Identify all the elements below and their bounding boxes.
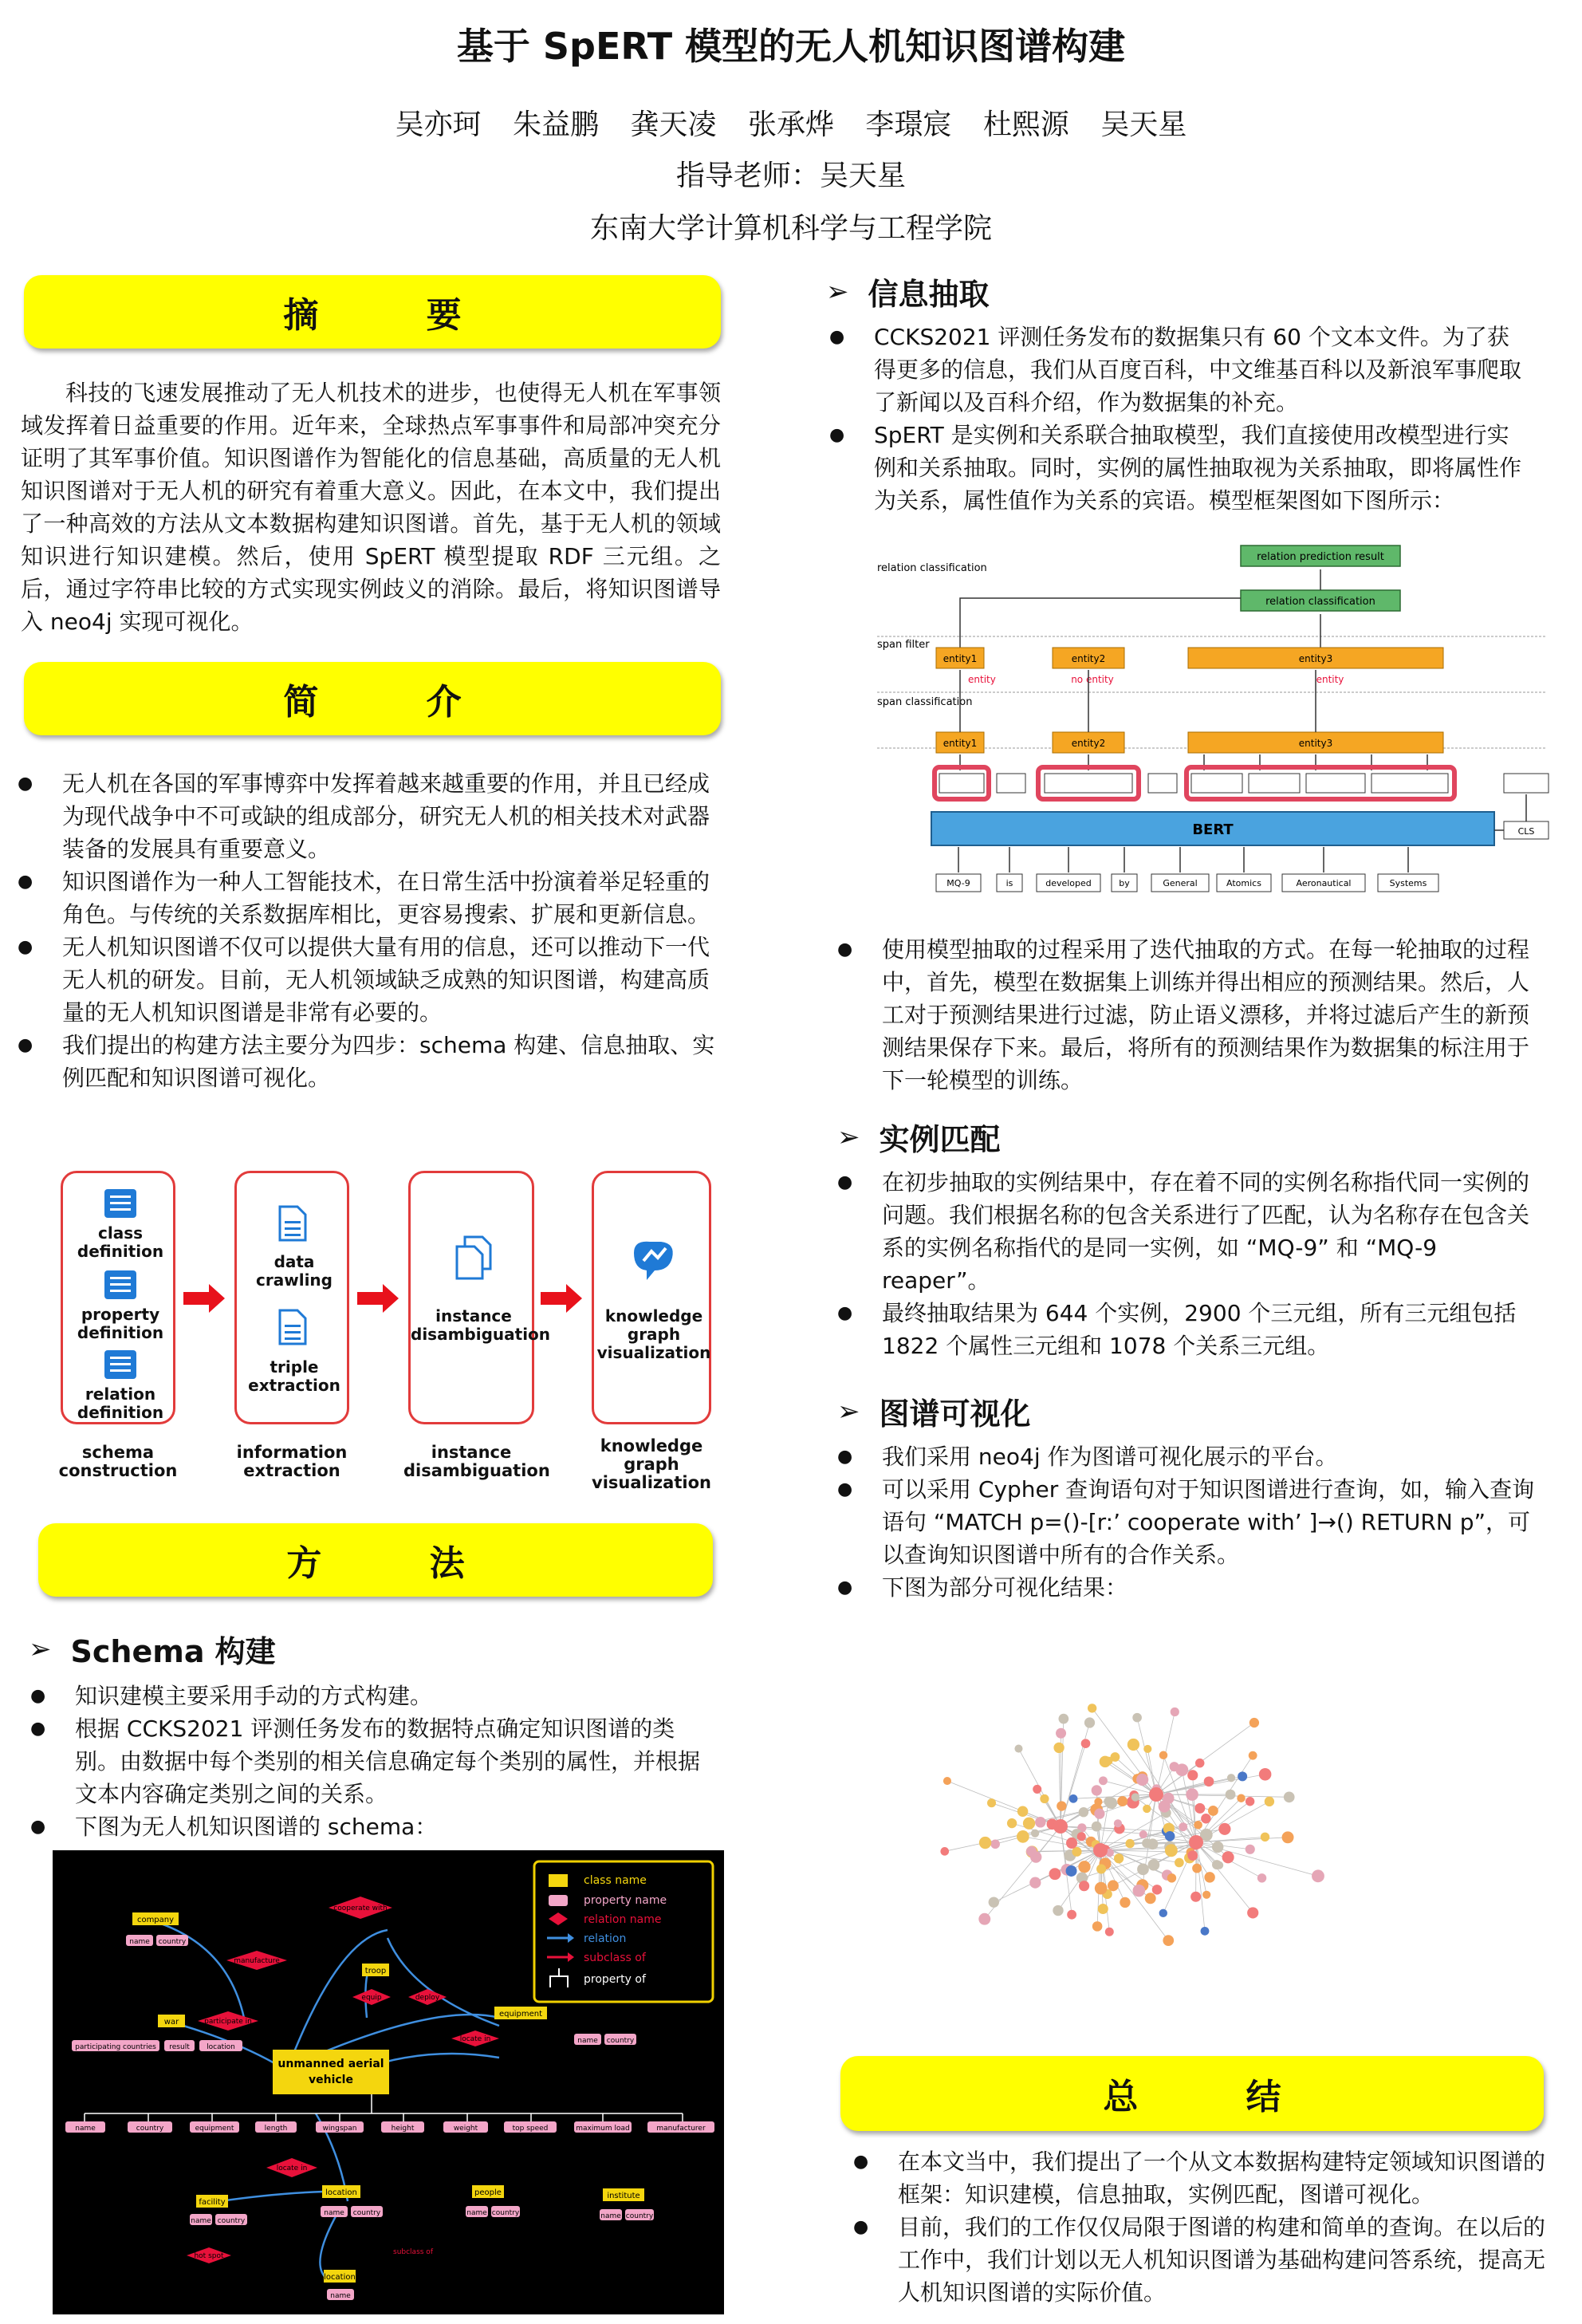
- svg-text:equipment: equipment: [498, 2010, 543, 2019]
- svg-text:country: country: [625, 2212, 654, 2220]
- graph-node: [1066, 1865, 1077, 1877]
- svg-text:deploy: deploy: [415, 1994, 440, 2002]
- svg-text:length: length: [264, 2125, 288, 2133]
- graph-node: [1007, 1818, 1017, 1828]
- graph-node: [1079, 1881, 1089, 1891]
- summary-bullet: ● 在本文当中，我们提出了一个从文本数据构建特定领域知识图谱的框架：知识建模，信息抽取，实例匹配，图谱可视化。: [853, 2145, 1555, 2211]
- graph-node: [1249, 1718, 1259, 1727]
- matching-bullets: [837, 1166, 1539, 1362]
- summary-heading: 总 结: [1103, 2077, 1329, 2117]
- svg-text:name: name: [324, 2209, 344, 2217]
- svg-text:top speed: top speed: [512, 2125, 549, 2133]
- chevron-right-icon: ➢: [29, 1633, 52, 1665]
- graph-node: [1152, 1885, 1162, 1894]
- extraction-bullet: ● SpERT 是实例和关系联合抽取模型，我们直接使用改模型进行实例和关系抽取。同时，实例的属性抽取视为关系抽取，即将属性作为关系，属性值作为关系的宾语。模型框架图如下图所示：: [829, 419, 1531, 517]
- graph-node: [1187, 1770, 1198, 1780]
- graph-node: [1212, 1860, 1222, 1869]
- kg-visualization-image: [917, 1611, 1395, 2026]
- extraction-section-title: [826, 270, 990, 313]
- graph-node: [1040, 1794, 1049, 1803]
- graph-node: [1098, 1904, 1108, 1914]
- visual-section-title: [837, 1389, 1031, 1433]
- graph-node: [1284, 1791, 1295, 1802]
- graph-node: [1114, 1819, 1122, 1827]
- svg-text:name: name: [191, 2217, 211, 2225]
- svg-text:entity1: entity1: [943, 738, 978, 749]
- list-icon: [103, 1188, 138, 1219]
- intro-bullet: ● 知识图谱作为一种人工智能技术，在日常生活中扮演着举足轻重的角色。与传统的关系数据库相比，更容易搜索、扩展和更新信息。: [18, 865, 719, 931]
- graph-node: [1092, 1785, 1102, 1795]
- extraction-bullets-2: [837, 933, 1539, 1097]
- graph-node: [1159, 1751, 1168, 1760]
- matching-section-title: [837, 1115, 1001, 1159]
- relation-definition-label: relation definition: [77, 1385, 164, 1422]
- graph-hub-node: [1189, 1835, 1203, 1849]
- property-definition-label: property definition: [77, 1305, 164, 1342]
- graph-node: [1056, 1728, 1066, 1739]
- matching-bullet: ● 最终抽取结果为 644 个实例，2900 个三元组，所有三元组包括 1822 个属性三元组和 1078 个关系三元组。: [837, 1297, 1539, 1362]
- list-icon: [103, 1349, 138, 1381]
- chevron-right-icon: ➢: [837, 1121, 860, 1153]
- visual-bullet: ● 可以采用 Cypher 查询语句对于知识图谱进行查询，如，输入查询语句 “MATCH p=()-[r:’ cooperate with’ ]→() RETURN p”，可以查询知识图谱中所有的合作关系。: [837, 1473, 1539, 1571]
- svg-text:country: country: [352, 2209, 381, 2217]
- graph-node: [1202, 1891, 1210, 1899]
- graph-node: [1095, 1882, 1108, 1895]
- svg-text:war: war: [163, 2018, 179, 2027]
- kg-visualization-label: knowledge graph visualization: [596, 1306, 711, 1362]
- graph-node: [1222, 1851, 1234, 1863]
- graph-node: [987, 1798, 996, 1807]
- poster-title: 基于 SpERT 模型的无人机知识图谱构建: [456, 25, 1126, 68]
- graph-node: [1175, 1763, 1188, 1776]
- summary-banner: [840, 2056, 1544, 2131]
- svg-text:vehicle: vehicle: [309, 2074, 353, 2086]
- graph-node: [1035, 1817, 1046, 1828]
- graph-node: [1165, 1831, 1175, 1841]
- pipeline-figure: [56, 1171, 718, 1506]
- graph-node: [1261, 1833, 1269, 1841]
- svg-text:cooperate with: cooperate with: [333, 1904, 388, 1912]
- list-icon: [103, 1269, 138, 1301]
- svg-text:developed: developed: [1045, 878, 1092, 888]
- arrow-right-icon: [357, 1282, 400, 1314]
- document-icon: [277, 1309, 309, 1345]
- svg-text:General: General: [1163, 878, 1198, 888]
- graph-node: [1092, 1921, 1103, 1932]
- visual-heading: 图谱可视化: [879, 1396, 1031, 1432]
- graph-node: [1143, 1745, 1151, 1753]
- graph-node: [1159, 1909, 1167, 1917]
- svg-text:entity3: entity3: [1298, 738, 1333, 749]
- caption-disambiguation: instance disambiguation: [403, 1443, 550, 1480]
- svg-text:location: location: [207, 2043, 235, 2051]
- summary-bullet: ● 目前，我们的工作仅仅局限于图谱的构建和简单的查询。在以后的工作中，我们计划以无人机知识图谱为基础构建问答系统，提高无人机知识图谱的实际价值。: [853, 2211, 1555, 2309]
- graph-node: [1190, 1892, 1201, 1902]
- graph-node: [1049, 1868, 1061, 1880]
- intro-bullet: ● 无人机知识图谱不仅可以提供大量有用的信息，还可以推动下一代无人机的研发。目前，无人机领域缺乏成熟的知识图谱，构建高质量的无人机知识图谱是非常有必要的。: [18, 931, 719, 1029]
- graph-node: [1108, 1880, 1119, 1891]
- graph-node: [1114, 1853, 1124, 1863]
- graph-node: [1026, 1846, 1037, 1857]
- graph-node: [1249, 1751, 1257, 1760]
- extraction-bullets: [829, 321, 1531, 517]
- svg-text:CLS: CLS: [1517, 826, 1535, 837]
- graph-node: [1212, 1841, 1224, 1853]
- svg-text:relation classification: relation classification: [1265, 596, 1375, 608]
- graph-node: [1282, 1831, 1294, 1843]
- schema-bullets: [30, 1680, 716, 1843]
- graph-node: [1246, 1845, 1255, 1854]
- graph-node: [1136, 1774, 1148, 1786]
- svg-text:entity3: entity3: [1298, 653, 1333, 664]
- graph-node: [989, 1897, 999, 1907]
- triple-extraction-label: triple extraction: [248, 1357, 340, 1395]
- graph-node: [1084, 1717, 1095, 1727]
- graph-node: [1120, 1897, 1130, 1908]
- graph-node: [1023, 1818, 1035, 1830]
- graph-node: [1131, 1793, 1139, 1801]
- graph-node: [1133, 1885, 1146, 1897]
- caption-visualization: knowledge graph visualization: [592, 1436, 711, 1492]
- svg-text:no entity: no entity: [1071, 674, 1114, 685]
- graph-node: [1148, 1859, 1160, 1871]
- graph-node: [1143, 1805, 1151, 1813]
- center-class-label: unmanned aerial: [277, 2058, 384, 2070]
- graph-node: [1163, 1793, 1174, 1804]
- graph-node: [1014, 1745, 1022, 1753]
- graph-node: [1204, 1776, 1214, 1786]
- graph-node: [940, 1847, 949, 1856]
- graph-node: [1111, 1752, 1120, 1762]
- graph-node: [1186, 1788, 1198, 1801]
- svg-text:subclass of: subclass of: [393, 2248, 433, 2256]
- legend-text: property of: [584, 1973, 646, 1986]
- graph-node: [1175, 1858, 1184, 1868]
- graph-node: [1145, 1893, 1156, 1904]
- summary-bullets: [853, 2145, 1555, 2309]
- schema-bullet: ● 知识建模主要采用手动的方式构建。: [30, 1680, 716, 1712]
- svg-text:entity1: entity1: [943, 653, 978, 664]
- intro-banner: [24, 662, 721, 735]
- graph-node: [1218, 1823, 1230, 1835]
- legend-text: relation: [584, 1932, 627, 1945]
- visual-bullets: [837, 1440, 1539, 1604]
- graph-node: [1078, 1861, 1090, 1873]
- graph-node: [1201, 1814, 1210, 1823]
- graph-node: [943, 1777, 951, 1785]
- svg-text:equipment: equipment: [195, 2125, 234, 2133]
- chevron-right-icon: ➢: [837, 1395, 860, 1428]
- graph-node: [1057, 1801, 1066, 1810]
- svg-text:Atomics: Atomics: [1226, 878, 1261, 888]
- svg-text:Aeronautical: Aeronautical: [1296, 878, 1352, 888]
- graph-node: [1033, 1785, 1041, 1794]
- graph-node: [1066, 1838, 1077, 1849]
- graph-node: [990, 1839, 1000, 1849]
- svg-text:entity2: entity2: [1071, 653, 1106, 664]
- graph-node: [1088, 1704, 1096, 1712]
- graph-hub-node: [1149, 1787, 1163, 1802]
- graph-hub-node: [1093, 1843, 1108, 1857]
- graph-node: [1247, 1907, 1258, 1918]
- intro-bullet: ● 无人机在各国的军事博弈中发挥着越来越重要的作用，并且已经成为现代战争中不可或缺的组成部分，研究无人机的相关技术对武器装备的发展具有重要意义。: [18, 767, 719, 865]
- graph-node: [1092, 1822, 1102, 1832]
- svg-text:country: country: [136, 2125, 164, 2133]
- matching-heading: 实例匹配: [879, 1122, 1001, 1157]
- svg-text:facility: facility: [199, 2198, 226, 2207]
- method-banner: [38, 1523, 713, 1597]
- instance-disambiguation-label: instance disambiguation: [411, 1306, 551, 1344]
- schema-figure: [53, 1850, 724, 2314]
- spert-left-label: span filter: [877, 639, 930, 651]
- author-list: 吴亦珂 朱益鹏 龚天凌 张承烨 李璟宸 杜熙源 吴天星: [395, 108, 1187, 141]
- svg-text:manufacture: manufacture: [234, 1957, 280, 1965]
- graph-node: [1127, 1739, 1139, 1751]
- data-crawling-label: data crawling: [256, 1252, 333, 1290]
- graph-node: [1226, 1790, 1236, 1800]
- svg-text:wingspan: wingspan: [322, 2125, 357, 2133]
- graph-node: [1099, 1776, 1108, 1785]
- abstract-heading: 摘 要: [283, 295, 510, 336]
- extraction-bullet: ● CCKS2021 评测任务发布的数据集只有 60 个文本文件。为了获得更多的信息，我们从百度百科，中文维基百科以及新浪军事爬取了新闻以及百科介绍，作为数据集的补充。: [829, 321, 1531, 419]
- intro-bullet: ● 我们提出的构建方法主要分为四步：schema 构建、信息抽取、实例匹配和知识图谱可视化。: [18, 1029, 719, 1094]
- chart-bubble-icon: [629, 1237, 680, 1282]
- schema-heading: Schema 构建: [70, 1634, 276, 1669]
- svg-text:hot spot: hot spot: [194, 2252, 224, 2260]
- graph-node: [1187, 1850, 1198, 1861]
- graph-node: [1171, 1708, 1179, 1716]
- svg-text:participate in: participate in: [204, 2018, 252, 2026]
- spert-figure: [869, 542, 1555, 909]
- graph-node: [1201, 1927, 1210, 1936]
- document-icon: [277, 1205, 309, 1242]
- legend-text: relation name: [584, 1913, 662, 1926]
- graph-node: [1192, 1864, 1202, 1873]
- graph-node: [1257, 1873, 1266, 1882]
- graph-node: [1139, 1830, 1147, 1838]
- svg-text:manufacturer: manufacturer: [656, 2125, 706, 2133]
- graph-node: [1094, 1798, 1102, 1806]
- graph-node: [978, 1913, 990, 1925]
- graph-node: [1165, 1844, 1178, 1857]
- visualization-step-box: [592, 1171, 711, 1424]
- svg-text:country: country: [491, 2209, 520, 2217]
- svg-text:by: by: [1119, 878, 1130, 888]
- legend-text: subclass of: [584, 1952, 646, 1964]
- graph-node: [1077, 1832, 1086, 1841]
- graph-node: [1053, 1905, 1063, 1916]
- visual-bullet: ● 下图为部分可视化结果：: [837, 1571, 1539, 1604]
- svg-text:troop: troop: [364, 1967, 387, 1975]
- graph-node: [1029, 1877, 1041, 1889]
- arrow-right-icon: [541, 1282, 584, 1314]
- svg-text:company: company: [136, 1916, 175, 1924]
- svg-text:name: name: [75, 2125, 96, 2133]
- visual-bullet: ● 我们采用 neo4j 作为图谱可视化展示的平台。: [837, 1440, 1539, 1473]
- graph-node: [1096, 1864, 1106, 1873]
- svg-text:locate in: locate in: [459, 2035, 491, 2043]
- svg-text:entity: entity: [968, 674, 996, 685]
- graph-node: [1069, 1794, 1078, 1803]
- method-heading: 方 法: [286, 1543, 513, 1584]
- legend-text: class name: [584, 1874, 647, 1887]
- graph-node: [1237, 1794, 1246, 1802]
- svg-text:weight: weight: [453, 2125, 478, 2133]
- graph-node: [1179, 1822, 1187, 1831]
- graph-node: [1017, 1830, 1029, 1843]
- class-definition-label: class definition: [77, 1223, 164, 1261]
- intro-bullets: [18, 767, 719, 1094]
- svg-text:entity: entity: [1316, 674, 1344, 685]
- svg-text:MQ-9: MQ-9: [946, 878, 970, 888]
- schema-bullet: ● 根据 CCKS2021 评测任务发布的数据特点确定知识图谱的类别。由数据中每个类别的相关信息确定每个类别的属性，并根据文本内容确定类别之间的关系。: [30, 1712, 716, 1810]
- legend-text: property name: [584, 1894, 667, 1907]
- svg-text:name: name: [330, 2292, 351, 2300]
- graph-node: [1194, 1821, 1202, 1830]
- svg-text:result: result: [169, 2043, 190, 2051]
- graph-node: [1208, 1806, 1218, 1816]
- spert-left-label: span classification: [877, 696, 973, 708]
- graph-node: [1194, 1803, 1205, 1814]
- graph-node: [1081, 1739, 1091, 1748]
- svg-text:Systems: Systems: [1389, 878, 1427, 888]
- intro-heading: 简 介: [283, 682, 510, 723]
- graph-node: [1017, 1806, 1029, 1817]
- chevron-right-icon: ➢: [826, 275, 849, 308]
- copy-icon: [454, 1235, 494, 1280]
- graph-node: [1238, 1771, 1247, 1781]
- graph-node: [979, 1837, 991, 1849]
- svg-text:name: name: [600, 2212, 621, 2220]
- abstract-banner: [24, 275, 721, 349]
- svg-text:height: height: [391, 2125, 415, 2133]
- graph-node: [1163, 1935, 1174, 1946]
- caption-schema: schema construction: [58, 1443, 178, 1480]
- graph-node: [1246, 1797, 1254, 1806]
- svg-text:participating countries: participating countries: [75, 2043, 156, 2051]
- spert-left-label: relation classification: [877, 562, 987, 574]
- graph-node: [1105, 1797, 1117, 1809]
- graph-node: [1167, 1873, 1176, 1882]
- graph-node: [1105, 1928, 1114, 1936]
- graph-node: [1312, 1869, 1324, 1882]
- svg-text:relation prediction result: relation prediction result: [1257, 551, 1384, 563]
- schema-step-box: [61, 1171, 175, 1424]
- svg-text:country: country: [217, 2217, 246, 2225]
- svg-text:is: is: [1005, 878, 1013, 888]
- svg-text:name: name: [129, 1938, 150, 1946]
- svg-text:maximum load: maximum load: [576, 2125, 630, 2133]
- svg-text:name: name: [466, 2209, 487, 2217]
- graph-hub-node: [1053, 1819, 1068, 1834]
- svg-text:people: people: [474, 2188, 502, 2197]
- graph-node: [1132, 1713, 1142, 1723]
- matching-bullet: ● 在初步抽取的实例结果中，存在着不同的实例名称指代同一实例的问题。我们根据名称的包含关系进行了匹配，认为名称存在包含关系的实例名称指代的是同一实例，如 “MQ-9” 和 “MQ-9 reaper”。: [837, 1166, 1539, 1297]
- svg-text:location: location: [324, 2273, 356, 2282]
- schema-section-title: [29, 1627, 276, 1671]
- schema-bullet: ● 下图为无人机知识图谱的 schema：: [30, 1810, 716, 1843]
- abstract-text: 科技的飞速发展推动了无人机技术的进步，也使得无人机在军事领域发挥着日益重要的作用。近年来，全球热点军事事件和局部冲突充分证明了其军事价值。知识图谱作为智能化的信息基础，高质量的无人机知识图谱对于无人机的研究有着重大意义。因此，在本文中，我们提出了一种高效的方法从文本数据构建知识图谱。首先，基于无人机的领域知识进行知识建模。然后，使用 SpERT 模型提取 RDF 三元组。之后，通过字符串比较的方式实现实例歧义的消除。最后，将知识图谱导入 neo4j 实现可视化。: [21, 380, 721, 635]
- extraction-step-box: [234, 1171, 349, 1424]
- graph-node: [1227, 1774, 1235, 1782]
- svg-text:country: country: [158, 1938, 187, 1946]
- svg-text:location: location: [325, 2188, 357, 2197]
- svg-text:locate in: locate in: [276, 2164, 308, 2172]
- graph-node: [1067, 1910, 1076, 1920]
- arrow-right-icon: [183, 1282, 226, 1314]
- svg-text:equip: equip: [361, 1994, 382, 2002]
- graph-node: [1137, 1863, 1149, 1875]
- svg-text:name: name: [577, 2037, 598, 2045]
- disambiguation-step-box: [408, 1171, 551, 1424]
- extraction-bullet: ● 使用模型抽取的过程采用了迭代抽取的方式。在每一轮抽取的过程中，首先，模型在数据集上训练并得出相应的预测结果。然后，人工对于预测结果进行过滤，防止语义漂移，并将过滤后产生的新预测结果保存下来。最后，将所有的预测结果作为数据集的标注用于下一轮模型的训练。: [837, 933, 1539, 1097]
- graph-node: [1259, 1768, 1272, 1781]
- graph-node: [1142, 1838, 1151, 1848]
- graph-node: [1204, 1872, 1214, 1882]
- caption-extraction: information extraction: [236, 1443, 348, 1480]
- advisor-line: 指导老师：吴天星: [675, 160, 906, 192]
- extraction-heading: 信息抽取: [868, 277, 990, 312]
- graph-node: [1079, 1807, 1088, 1817]
- svg-text:institute: institute: [607, 2192, 640, 2200]
- graph-node: [1117, 1796, 1127, 1806]
- graph-node: [1265, 1797, 1274, 1806]
- graph-node: [1053, 1743, 1064, 1753]
- school-line: 东南大学计算机科学与工程学院: [589, 212, 992, 245]
- graph-node: [1059, 1714, 1069, 1724]
- svg-text:entity2: entity2: [1071, 738, 1106, 749]
- graph-node: [1094, 1809, 1104, 1819]
- graph-node: [1195, 1759, 1204, 1767]
- graph-node: [1031, 1830, 1039, 1838]
- svg-text:country: country: [606, 2037, 635, 2045]
- graph-node: [1125, 1839, 1134, 1848]
- bert-label: BERT: [1192, 821, 1234, 838]
